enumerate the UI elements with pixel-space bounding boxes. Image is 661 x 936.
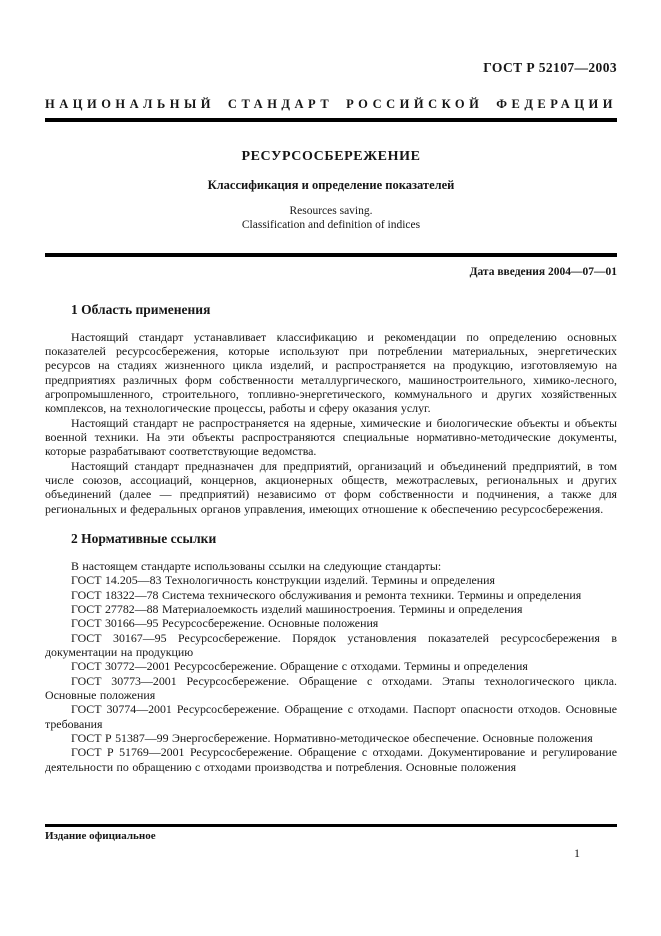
title-english-line1: Resources saving. (289, 205, 373, 217)
reference-item: ГОСТ Р 51769—2001 Ресурсосбережение. Обращение с отходами. Документирование и регулирование деятельности по обращению с отходами производства и потребления. Основные положения (45, 745, 617, 774)
doc-number: ГОСТ Р 52107—2003 (483, 60, 617, 75)
reference-item: ГОСТ 30774—2001 Ресурсосбережение. Обращение с отходами. Паспорт опасности отходов. Основные требования (45, 702, 617, 731)
national-standard-word: НАЦИОНАЛЬНЫЙ (45, 97, 215, 111)
header-rule (45, 118, 617, 122)
national-standard-word: СТАНДАРТ (227, 97, 334, 111)
national-standard-banner (45, 97, 617, 112)
section-2-heading: 2 Нормативные ссылки (71, 530, 217, 546)
section-1-paragraph: Настоящий стандарт устанавливает классификацию и рекомендации по определению основных показателей ресурсосбережения, которые используют при потреблении материальных, энергетических ресурсов на стадиях жизненного цикла изделий, и распространяется на продукцию, изготовляемую на предприятиях различных форм собственности металлургического, машиностроительного, химико-лесного, агропромышленного, строительного, топливно-энергетического, коммунального и других хозяйственных комплексов, на технологические процессы, работы и сферу оказания услуг. (45, 329, 617, 416)
effective-date: Дата введения 2004—07—01 (469, 265, 617, 278)
reference-item: ГОСТ 30166—95 Ресурсосбережение. Основные положения (71, 616, 379, 631)
national-standard-word: ФЕДЕРАЦИИ (496, 97, 617, 111)
reference-item: ГОСТ 18322—78 Система технического обслуживания и ремонта техники. Термины и определения (71, 587, 582, 602)
document-title-english (45, 205, 617, 232)
page-number: 1 (574, 846, 580, 860)
document-subtitle: Классификация и определение показателей (207, 178, 455, 192)
title-divider-rule (45, 253, 617, 257)
section-2-intro: В настоящем стандарте использованы ссылки на следующие стандарты: (71, 558, 442, 573)
document-subject-title: РЕСУРСОСБЕРЕЖЕНИЕ (241, 149, 421, 164)
section-1-heading: 1 Область применения (71, 301, 211, 317)
national-standard-word: РОССИЙСКОЙ (346, 97, 484, 111)
edition-note: Издание официальное (45, 830, 156, 842)
footer-rule (45, 824, 617, 827)
section-1-paragraph: Настоящий стандарт предназначен для предприятий, организаций и объединений предприятий, в том числе союзов, ассоциаций, концернов, акционерных обществ, межотраслевых, региональных и других объединений (далее — предприятий) независимо от форм собственности и подчинения, а также для региональных и федеральных органов управления, имеющих отношение к обеспечению ресурсосбережения. (45, 458, 617, 516)
section-1-paragraph: Настоящий стандарт не распространяется на ядерные, химические и биологические объекты и объекты военной техники. На эти объекты распространяются специальные нормативно-методические документы, которые разрабатывают соответствующие ведомства. (45, 415, 617, 459)
reference-item: ГОСТ 30773—2001 Ресурсосбережение. Обращение с отходами. Этапы технологического цикла. Основные положения (45, 673, 617, 703)
title-english-line2: Classification and definition of indices (241, 218, 421, 231)
reference-item: ГОСТ 30772—2001 Ресурсосбережение. Обращение с отходами. Термины и определения (71, 659, 528, 674)
reference-item: ГОСТ 14.205—83 Технологичность конструкции изделий. Термины и определения (71, 573, 495, 588)
reference-item: ГОСТ Р 51387—99 Энергосбережение. Нормативно-методическое обеспечение. Основные положения (71, 731, 593, 746)
reference-item: ГОСТ 30167—95 Ресурсосбережение. Порядок установления показателей ресурсосбережения в документации на продукцию (45, 630, 617, 660)
page-content (45, 0, 617, 774)
reference-item: ГОСТ 27782—88 Материалоемкость изделий машиностроения. Термины и определения (71, 602, 523, 616)
